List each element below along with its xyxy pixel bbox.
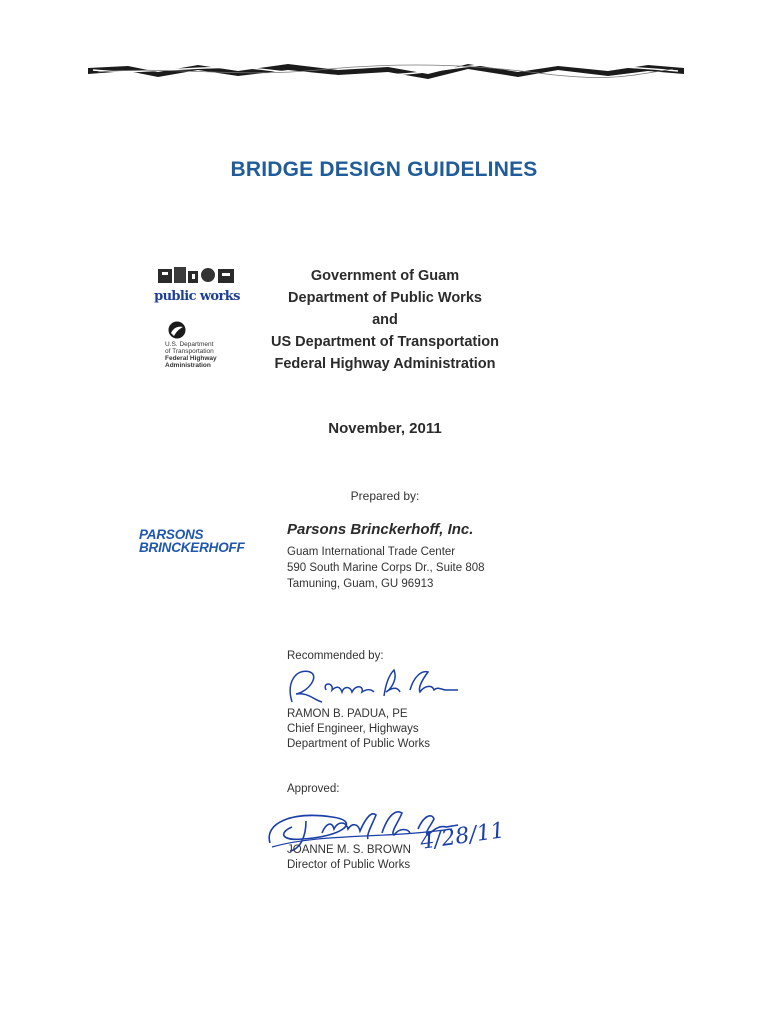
agency-line: and: [372, 312, 398, 328]
agency-line: Federal Highway Administration: [274, 356, 496, 372]
header-wave-decoration: [88, 58, 684, 82]
dot-logo-icon: [168, 321, 186, 339]
address-line: 590 South Marine Corps Dr., Suite 808: [287, 562, 485, 574]
agency-block: [250, 265, 520, 375]
approved-label: Approved:: [287, 783, 340, 795]
public-works-logo-text: public works: [154, 289, 240, 304]
approver-block: [287, 843, 411, 873]
agency-line: US Department of Transportation: [271, 334, 499, 350]
address-line: Guam International Trade Center: [287, 546, 456, 558]
recommended-by-label: Recommended by:: [287, 650, 384, 662]
preparer-name: Parsons Brinckerhoff, Inc.: [287, 521, 474, 538]
preparer-address: [287, 544, 485, 592]
parsons-brinckerhoff-logo: PARSONS BRINCKERHOFF: [139, 527, 245, 555]
prepared-by-label: Prepared by:: [350, 489, 420, 503]
recommender-name: RAMON B. PADUA, PE: [287, 708, 408, 720]
recommender-title: Chief Engineer, Highways: [287, 723, 419, 735]
approver-name: JOANNE M. S. BROWN: [287, 844, 411, 856]
agency-line: Government of Guam: [310, 268, 460, 284]
document-date: November, 2011: [328, 420, 442, 437]
recommender-block: [287, 707, 430, 752]
approval-signed-date: 4/28/11: [418, 818, 507, 855]
recommender-signature-icon: [282, 662, 462, 710]
address-line: Tamuning, Guam, GU 96913: [287, 578, 434, 590]
recommender-org: Department of Public Works: [287, 738, 430, 750]
approver-title: Director of Public Works: [287, 859, 411, 871]
dot-logo-text: U.S. Department of Transportation Federal Highway Administration: [165, 341, 217, 369]
agency-line: Department of Public Works: [288, 290, 482, 306]
document-title: BRIDGE DESIGN GUIDELINES: [230, 158, 538, 181]
